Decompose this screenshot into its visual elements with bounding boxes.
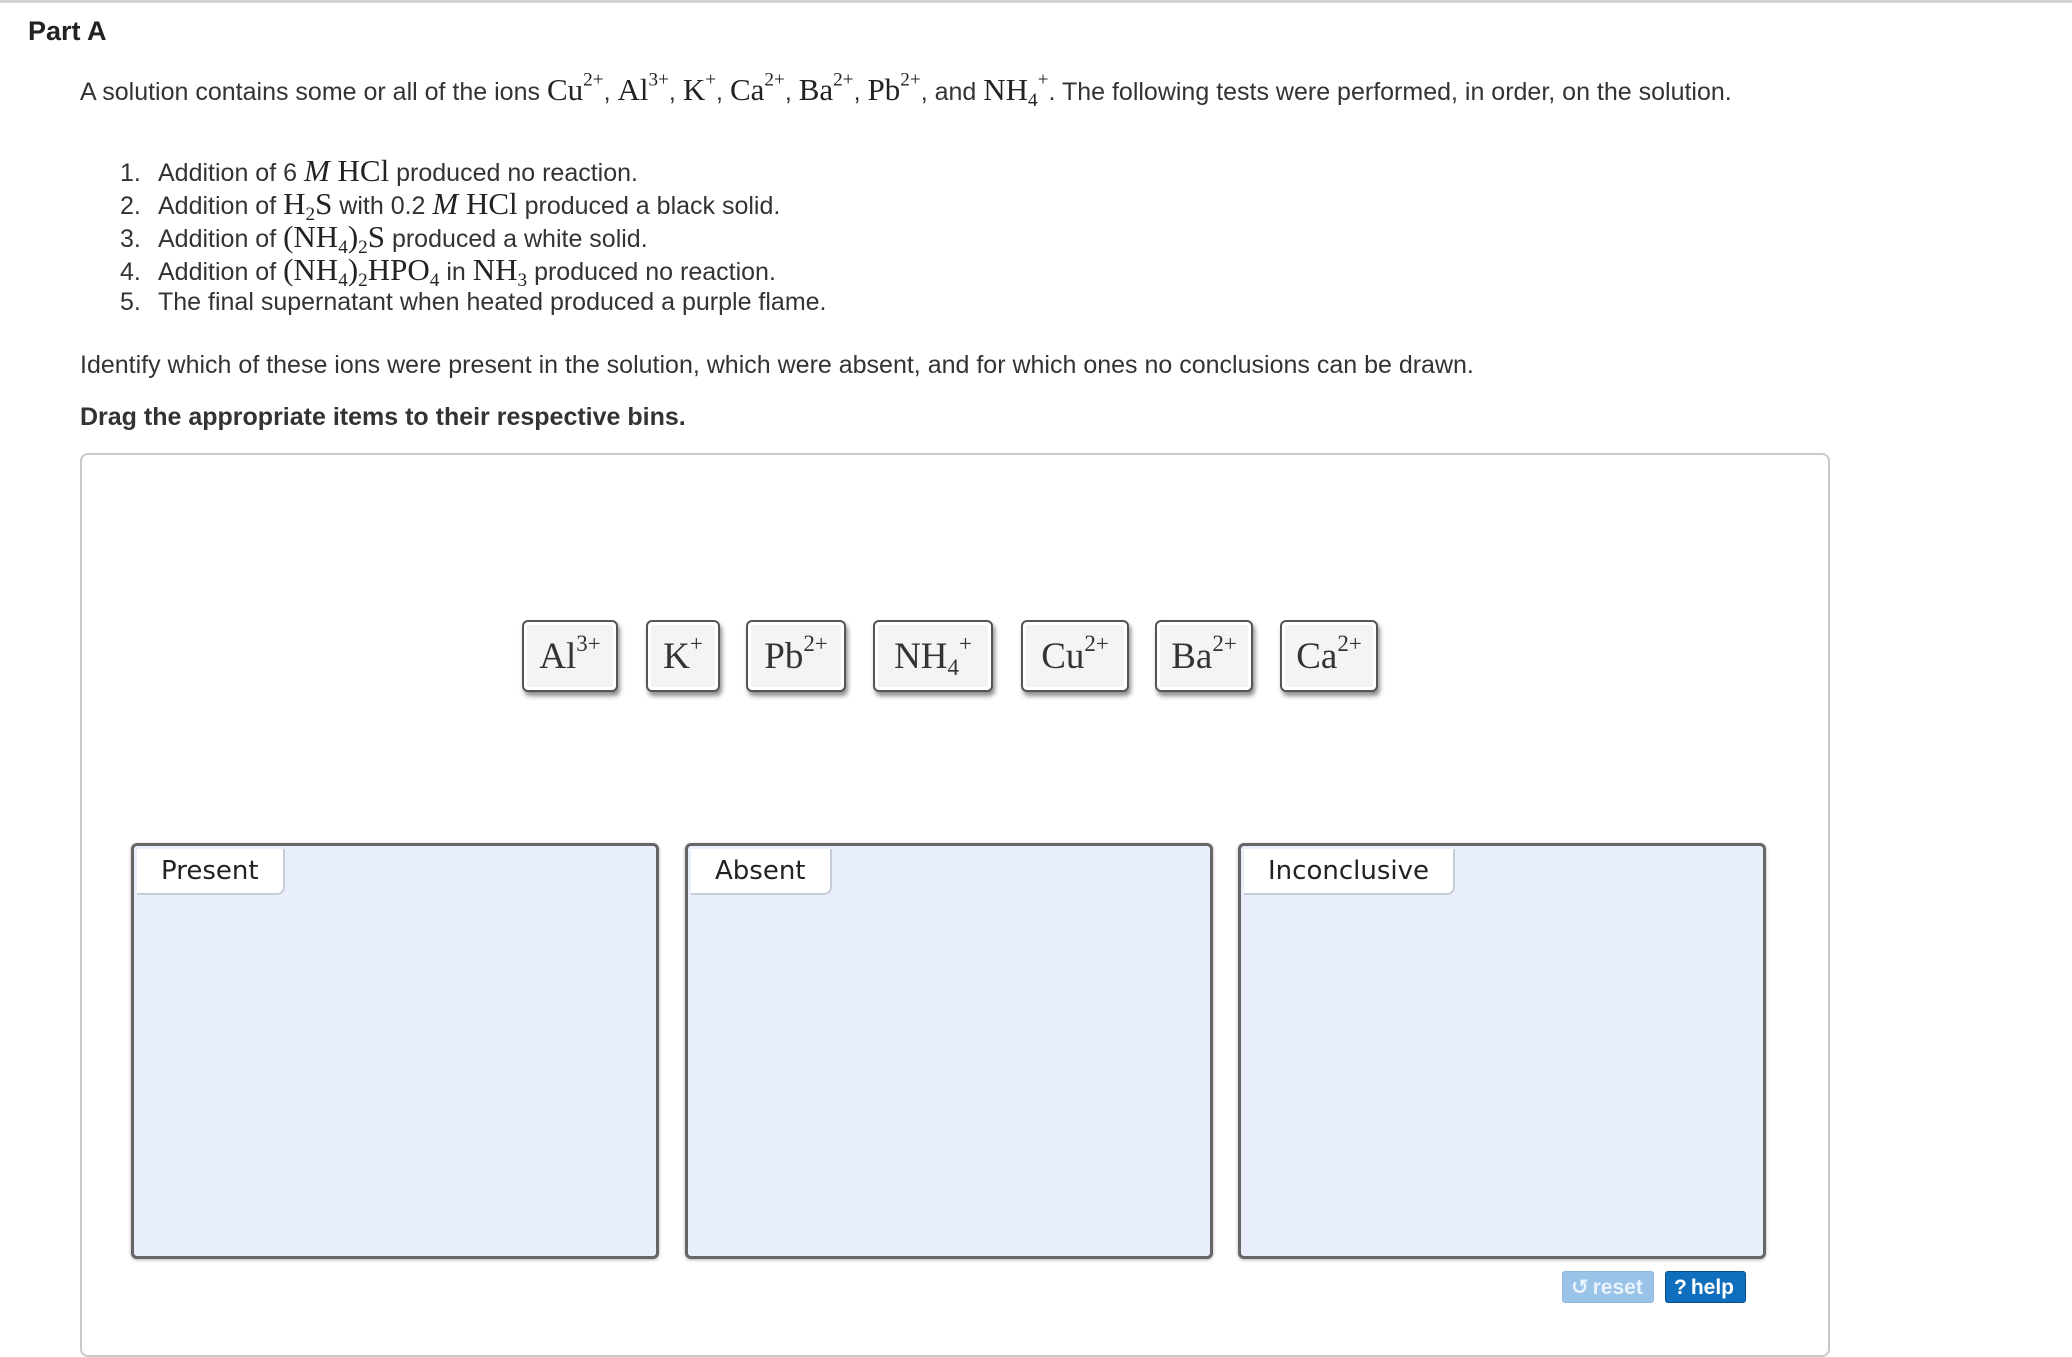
ion-k: K+ <box>682 69 717 107</box>
question-mark-icon: ? <box>1674 1276 1687 1299</box>
top-divider <box>0 0 2072 3</box>
tile-label: $Ba^{2+}$ <box>1171 630 1237 677</box>
help-button[interactable]: ? help <box>1665 1271 1746 1303</box>
bin-present[interactable] <box>131 843 659 1259</box>
tile-label: $Cu^{2+}$ <box>1041 630 1109 677</box>
tile-label: $NH_4^+$ <box>894 630 972 680</box>
tile-ba2plus[interactable] <box>1155 620 1253 692</box>
test-item: 2. Addition of $H_2S$ with 0.2 M HCl produced a black solid. <box>120 186 781 225</box>
tile-ca2plus[interactable] <box>1280 620 1378 692</box>
tile-label: $Pb^{2+}$ <box>764 630 828 677</box>
question-text: Identify which of these ions were present in the solution, which were absent, and for which ones no conclusions can be drawn. <box>80 351 1474 379</box>
reset-arrow-icon: ↺ <box>1571 1276 1589 1299</box>
tile-al3plus[interactable] <box>522 620 618 692</box>
ion-cu: $Cu^{2+}$ <box>546 69 604 107</box>
tile-cu2plus[interactable] <box>1021 620 1129 692</box>
tile-label: K+ <box>663 630 703 677</box>
test-item: 3. Addition of $(NH_4)_2S$ produced a white solid. <box>120 219 648 258</box>
tile-nh4plus[interactable] <box>873 620 993 692</box>
intro-paragraph: A solution contains some or all of the ions $Cu^{2+}$, $Al^{3+}$, K+, $Ca^{2+}$, $Ba^{2+}$, $Pb^{2+}$, and $NH_4^+$. The following tests were performed, in order, on the solution. <box>80 69 1732 111</box>
bin-label: Absent <box>691 849 832 895</box>
tile-label: $Ca^{2+}$ <box>1296 630 1362 677</box>
part-title: Part A <box>28 16 107 46</box>
ion-nh4: $NH_4^+$ <box>983 69 1049 111</box>
instruction-text: Drag the appropriate items to their respective bins. <box>80 403 686 431</box>
bin-inconclusive[interactable] <box>1238 843 1766 1259</box>
tile-pb2plus[interactable] <box>746 620 846 692</box>
test-item: 4. Addition of $(NH_4)_2HPO_4$ in $NH_3$ produced no reaction. <box>120 252 776 291</box>
reset-button[interactable]: ↺ reset <box>1562 1271 1654 1303</box>
test-item: 5. The final supernatant when heated produced a purple flame. <box>120 288 827 316</box>
bin-absent[interactable] <box>685 843 1213 1259</box>
ion-ba: $Ba^{2+}$ <box>798 69 854 107</box>
test-item: 1. Addition of 6 M HCl produced no reaction. <box>120 153 638 188</box>
tile-kplus[interactable] <box>646 620 720 692</box>
ion-pb: $Pb^{2+}$ <box>867 69 921 107</box>
bin-label: Present <box>137 849 285 895</box>
bin-label: Inconclusive <box>1244 849 1455 895</box>
ion-al: $Al^{3+}$ <box>617 69 669 107</box>
tile-label: $Al^{3+}$ <box>539 630 601 677</box>
ion-ca: $Ca^{2+}$ <box>729 69 785 107</box>
intro-text: A solution contains some or all of the ions <box>80 78 547 106</box>
test-list <box>120 154 827 319</box>
